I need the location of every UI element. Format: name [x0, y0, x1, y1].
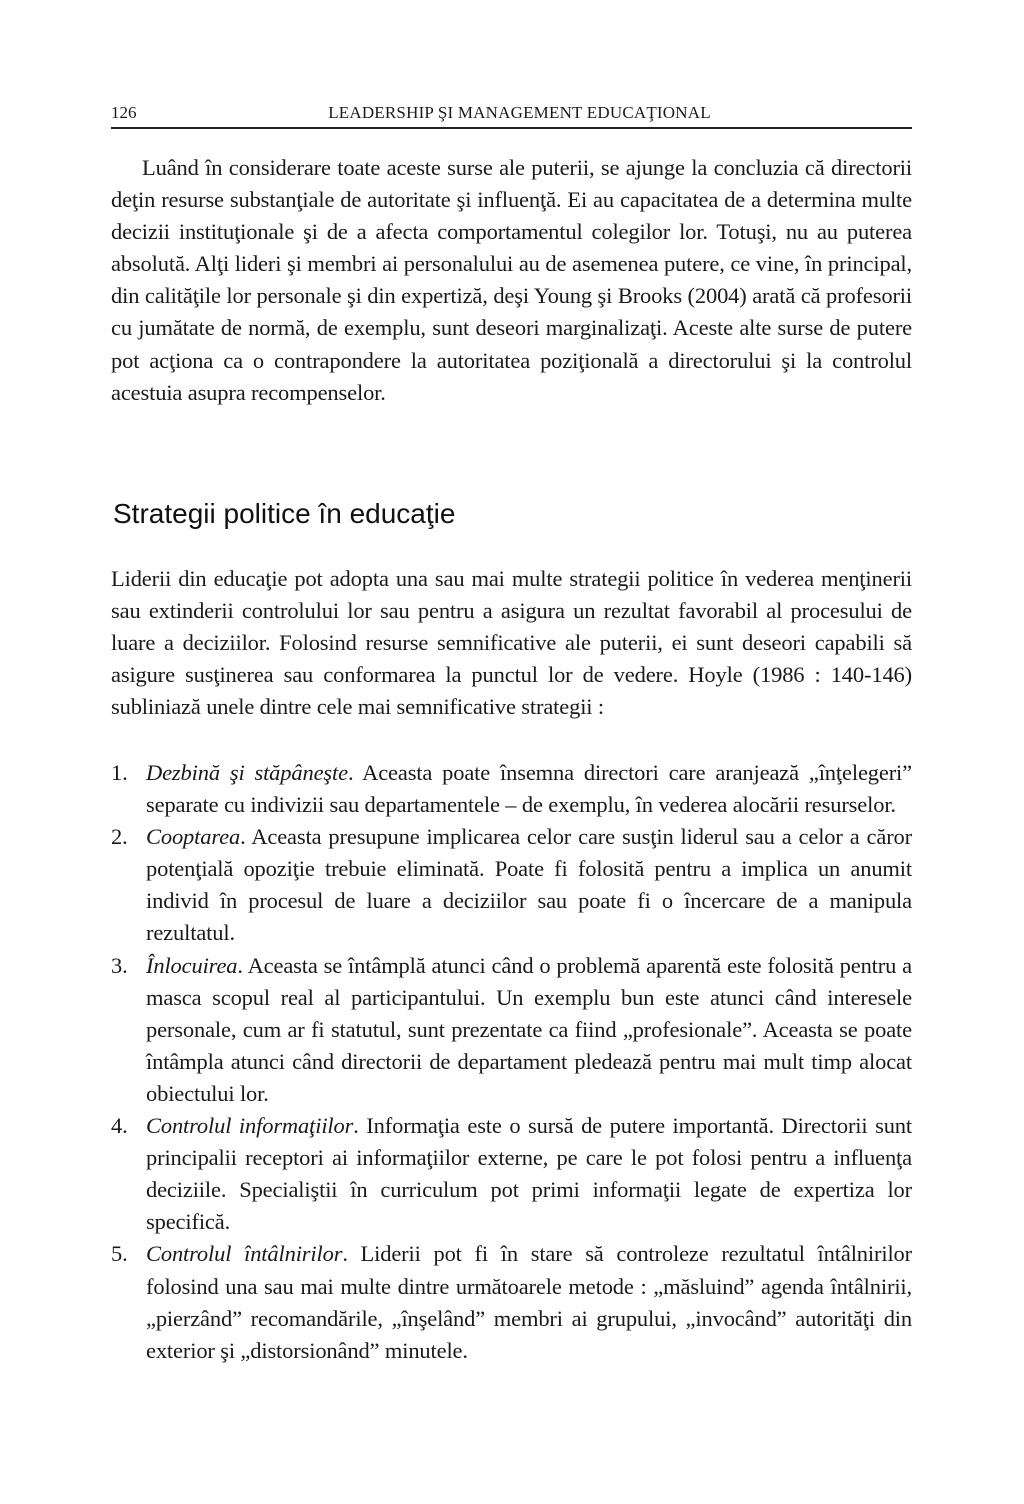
strategy-term: Cooptarea	[146, 824, 241, 850]
strategy-term: Controlul întâlnirilor	[146, 1241, 343, 1267]
strategy-item	[111, 1110, 912, 1238]
strategy-description: . Aceasta se întâmplă atunci când o problemă aparentă este folosită pentru a masca scopul real al participantului. Un exemplu bun este atunci când interesele personale, cum ar fi statutul, sunt prezentate ca fiind „profesionale”. Aceasta se poate întâmpla atunci când directorii de departament pledează pentru mai mult timp alocat obiectului lor.	[146, 952, 912, 1106]
item-number: 3.	[111, 952, 128, 978]
strategy-description: . Aceasta presupune implicarea celor care susţin liderul sau a celor a căror potenţială opoziţie trebuie eliminată. Poate fi folosită pentru a implica un anumit individ în procesul de luare a deciziilor sau poate fi o încercare de a manipula rezultatul.	[146, 824, 912, 946]
intro-paragraph: Luând în considerare toate aceste surse ale puterii, se ajunge la concluzia că directorii deţin resurse substanţiale de autoritate şi influenţă. Ei au capacitatea de a determina multe decizii instituţionale şi de a afecta comportamentul colegilor lor. Totuşi, nu au puterea absolută. Alţi lideri şi membri ai personalului au de asemenea putere, ce vine, în principal, din calităţile lor personale şi din expertiză, deşi Young şi Brooks (2004) arată că profesorii cu jumătate de normă, de exemplu, sunt deseori marginalizaţi. Aceste alte surse de putere pot acţiona ca o contrapondere la autoritatea poziţională a directorului şi la controlul acestuia asupra recompenselor.	[111, 155, 912, 405]
running-header	[111, 103, 912, 129]
item-number: 5.	[111, 1241, 128, 1267]
page-number: 126	[111, 103, 137, 122]
section-heading: Strategii politice în educaţie	[113, 498, 456, 529]
strategy-item	[111, 821, 912, 949]
strategy-list	[111, 757, 912, 1367]
book-title: LEADERSHIP ŞI MANAGEMENT EDUCAŢIONAL	[328, 103, 711, 122]
strategy-term: Înlocuirea	[146, 952, 238, 978]
strategy-description: . Aceasta poate însemna directori care aranjează „înţelegeri” separate cu indivizii sau departamentele – de exemplu, în vederea alocării resurselor.	[146, 760, 912, 818]
strategy-description: . Informaţia este o sursă de putere importantă. Directorii sunt principalii receptori ai informaţiilor externe, pe care le pot folosi pentru a influenţa deciziile. Specialiştii în curriculum pot primi informaţii legate de expertiza lor specifică.	[146, 1113, 912, 1235]
strategy-item	[111, 757, 912, 821]
item-number: 1.	[111, 760, 128, 785]
item-number: 4.	[111, 1113, 128, 1139]
strategy-item	[111, 950, 912, 1110]
section-paragraph: Liderii din educaţie pot adopta una sau mai multe strategii politice în vederea menţinerii sau extinderii controlului lor sau pentru a asigura un rezultat favorabil al procesului de luare a deciziilor. Folosind resurse semnificative ale puterii, ei sunt deseori capabili să asigure susţinerea sau conformarea la punctul lor de vedere. Hoyle (1986 : 140-146) subliniază unele dintre cele mai semnificative strategii :	[111, 566, 912, 720]
strategy-term: Dezbină şi stăpâneşte	[146, 760, 348, 785]
strategy-term: Controlul informaţiilor	[146, 1113, 354, 1139]
strategy-description: . Liderii pot fi în stare să controleze rezultatul întâlnirilor folosind una sau mai multe dintre următoarele metode : „măsluind” agenda întâlnirii, „pierzând” recomandările, „înşelând” membri ai grupului, „invocând” autorităţi din exterior şi „distorsionând” minutele.	[146, 1241, 912, 1363]
strategy-item	[111, 1238, 912, 1366]
item-number: 2.	[111, 824, 128, 850]
